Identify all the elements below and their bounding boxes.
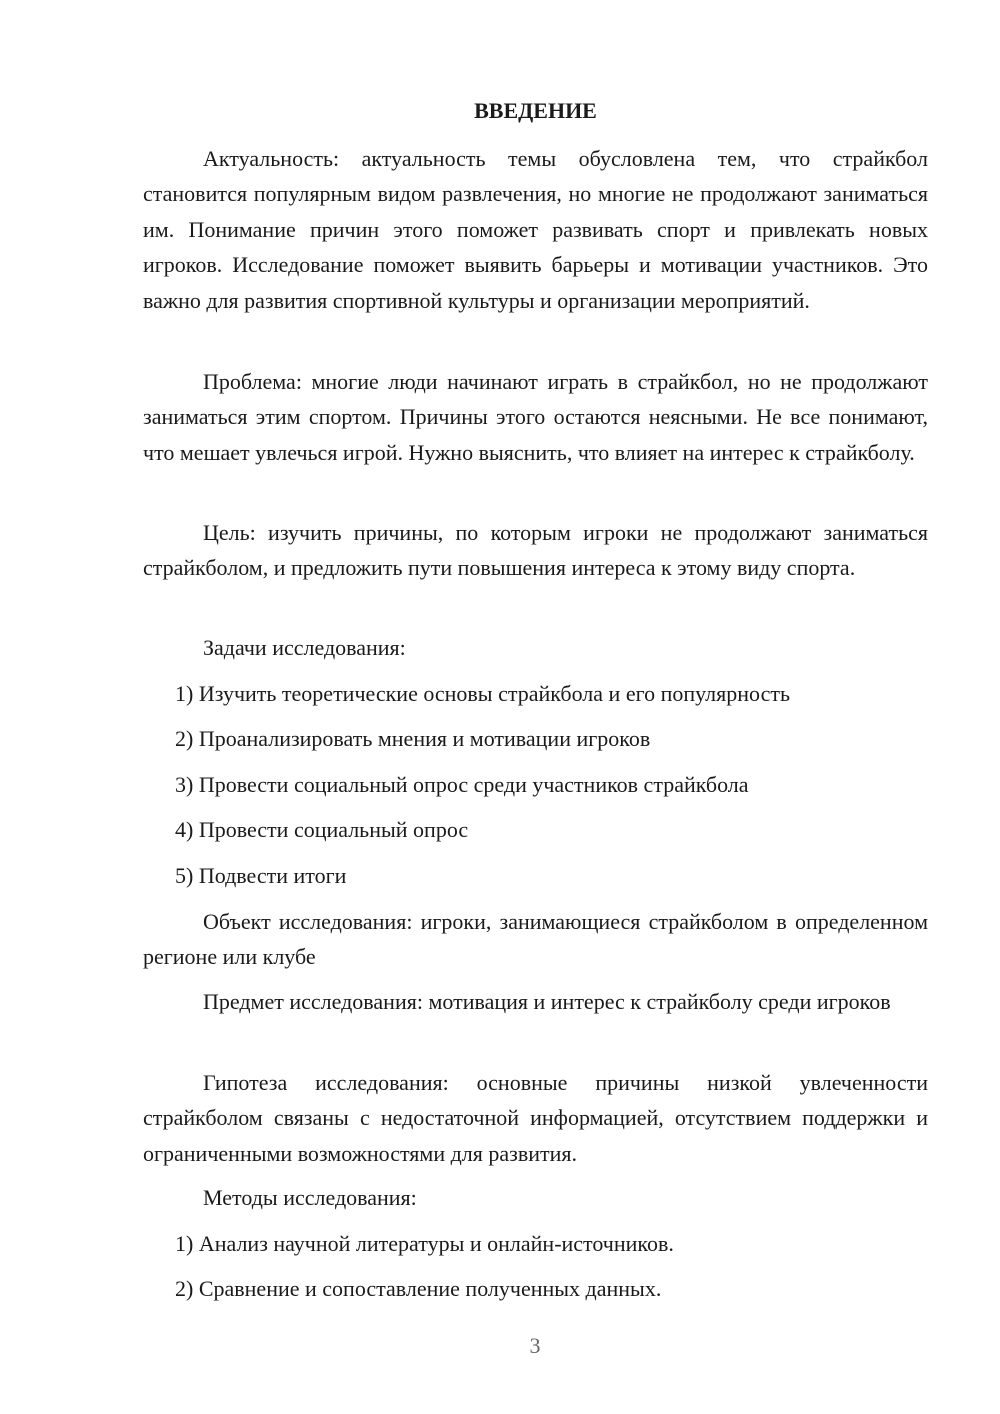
object-paragraph: Объект исследования: игроки, занимающиеся страйкболом в определенном регионе или клубе xyxy=(143,909,928,970)
task-item-1: 1) Изучить теоретические основы страйкбола и его популярность xyxy=(175,681,790,706)
methods-heading: Методы исследования: xyxy=(203,1185,417,1210)
hypothesis-paragraph: Гипотеза исследования: основные причины низкой увлеченности страйкболом связаны с недостаточной информацией, отсутствием поддержки и ограниченными возможностями для развития. xyxy=(143,1070,928,1166)
task-item-3: 3) Провести социальный опрос среди участников страйкбола xyxy=(175,772,749,797)
tasks-heading: Задачи исследования: xyxy=(203,635,406,660)
subject-paragraph: Предмет исследования: мотивация и интерес к страйкболу среди игроков xyxy=(203,989,891,1014)
problem-paragraph: Проблема: многие люди начинают играть в страйкбол, но не продолжают заниматься этим спортом. Причины этого остаются неясными. Не все понимают, что мешает увлечься игрой. Нужно выяснить, что влияет на интерес к страйкболу. xyxy=(143,369,928,465)
task-item-2: 2) Проанализировать мнения и мотивации игроков xyxy=(175,726,651,751)
method-item-2: 2) Сравнение и сопоставление полученных данных. xyxy=(175,1276,662,1301)
page-number: 3 xyxy=(529,1333,541,1358)
relevance-paragraph: Актуальность: актуальность темы обусловлена тем, что страйкбол становится популярным видом развлечения, но многие не продолжают заниматься им. Понимание причин этого поможет развивать спорт и привлекать новых игроков. Исследование поможет выявить барьеры и мотивации участников. Это важно для развития спортивной культуры и организации мероприятий. xyxy=(143,146,928,313)
goal-paragraph: Цель: изучить причины, по которым игроки не продолжают заниматься страйкболом, и предложить пути повышения интереса к этому виду спорта. xyxy=(143,520,928,581)
task-item-4: 4) Провести социальный опрос xyxy=(175,817,469,842)
task-item-5: 5) Подвести итоги xyxy=(175,863,347,888)
method-item-1: 1) Анализ научной литературы и онлайн-источников. xyxy=(175,1231,674,1256)
page-title: ВВЕДЕНИЕ xyxy=(474,98,597,123)
